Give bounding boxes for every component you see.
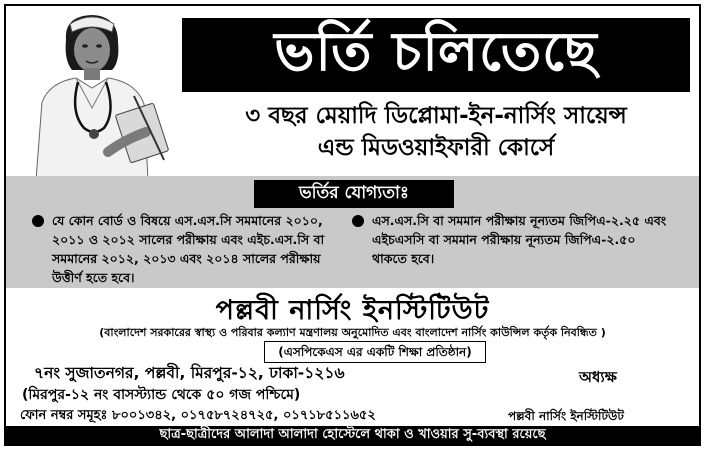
admission-advertisement: [4, 4, 701, 446]
bullet-icon: [32, 215, 44, 227]
admission-headline: ভর্তি চলিতেছে: [182, 18, 690, 92]
bullet-icon: [352, 215, 364, 227]
course-title-line2: এন্ড মিডওয়াইফারী কোর্সে: [317, 135, 555, 161]
nurse-photo: [14, 12, 179, 180]
eligibility-point-2: এস.এস.সি বা সমমান পরীক্ষায় নূন্যতম জিপিএ-২.২৫ এবং এইচএসসি বা সমমান পরীক্ষায় নূন্যতম জিপিএ-২.৫০ থাকতে হবে।: [372, 213, 667, 266]
address-line2: (মিরপুর-১২ নং বাসস্ট্যান্ড থেকে ৫০ গজ পশ্চিমে): [22, 387, 301, 403]
address-line1: ৭নং সুজাতনগর, পল্লবী, মিরপুর-১২, ঢাকা-১২১৬: [34, 364, 345, 382]
hostel-footer: ছাত্র-ছাত্রীদের আলাদা আলাদা হোস্টেলে থাকা ও খাওয়ার সু-ব্যবস্থা রয়েছে: [6, 426, 699, 444]
institute-approval: (বাংলাদেশ সরকারের স্বাস্থ্য ও পরিবার কল্যাণ মন্ত্রণালয় অনুমোদিত এবং বাংলাদেশ নার্সিং কাউন্সিল কর্তৃক নিবন্ধিত ): [99, 326, 606, 339]
eligibility-title: ভর্তির যোগ্যতাঃ: [254, 180, 454, 208]
eligibility-point-1: যে কোন বোর্ড ও বিষয়ে এস.এস.সি সমমানের ২০১০, ২০১১ ও ২০১২ সালের পরীক্ষায় এবং এইচ.এস.সি বা সমমানের ২০১২, ২০১৩ এবং ২০১৪ সালের পরীক্ষায় উত্তীর্ণ হতে হবে।: [52, 213, 325, 285]
course-title: [182, 100, 690, 164]
institute-subtitle: (এসপিকেএস এর একটি শিক্ষা প্রতিষ্ঠান): [264, 341, 486, 363]
course-title-line1: ৩ বছর মেয়াদি ডিপ্লোমা-ইন-নার্সিং সায়েন্স: [245, 103, 627, 129]
principal-title: অধ্যক্ষ: [579, 368, 617, 386]
institute-name: পল্লবী নার্সিং ইনস্টিটিউট: [215, 295, 490, 326]
phone-numbers: ফোন নম্বর সমূহঃ ৮০০১৩৪২, ০১৭৫৮৭২৪৭২৫, ০১৭১৮৫১১৬৫২: [20, 408, 376, 423]
principal-institute: পল্লবী নার্সিং ইনস্টিটিউট: [508, 409, 624, 423]
